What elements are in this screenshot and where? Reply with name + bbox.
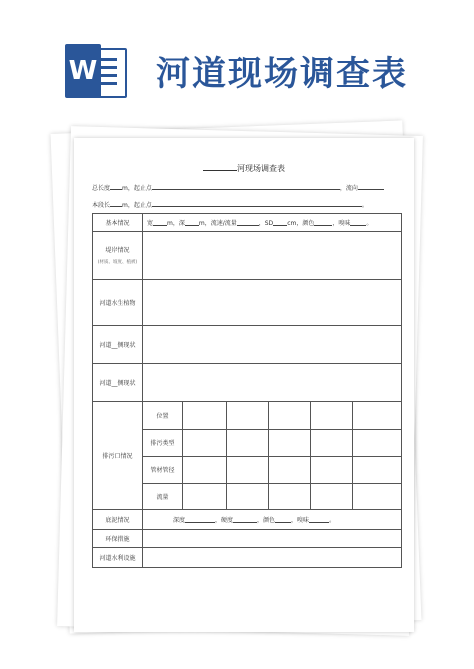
blank-field xyxy=(110,200,122,207)
start-end-label: m，起止点 xyxy=(122,202,152,209)
grid-line xyxy=(352,402,353,510)
label-basic: 基本情况 xyxy=(93,214,143,231)
label-water: 河道水利设施 xyxy=(93,548,143,567)
row-bank xyxy=(93,231,401,279)
basic-values: 宽 m，深 m，流速/流量 ，SD cm，颜色 ，嗅味 。 xyxy=(147,220,373,227)
blank-field xyxy=(152,200,362,207)
grid-line xyxy=(268,402,269,510)
grid-line xyxy=(143,483,401,484)
blank-field xyxy=(110,183,122,190)
flow-direction-label: ，流向 xyxy=(339,185,358,192)
sediment-values: 深度 ，硬度 ，颜色 ，嗅味 。 xyxy=(173,517,336,524)
banner xyxy=(0,0,474,118)
grid-line xyxy=(143,456,401,457)
document-title xyxy=(74,162,414,174)
label-outfall: 排污口情况 xyxy=(93,402,143,509)
row-sediment xyxy=(93,509,401,529)
row-basic xyxy=(93,214,401,231)
row-side1 xyxy=(93,325,401,363)
label-env: 环保措施 xyxy=(93,530,143,547)
label-side2: 河道__侧现状 xyxy=(93,364,143,401)
row-outfall xyxy=(93,401,401,509)
sub-label-location: 位置 xyxy=(143,402,183,429)
survey-table xyxy=(92,213,402,568)
row-env xyxy=(93,529,401,547)
row-plants xyxy=(93,279,401,325)
sub-label-flow: 流量 xyxy=(143,483,183,510)
label-side1: 河道__侧现状 xyxy=(93,326,143,363)
bank-label-text: 堤岸情况 xyxy=(105,247,130,254)
blank-field xyxy=(152,183,340,190)
total-length-label: 总长度 xyxy=(92,185,111,192)
title-blank xyxy=(203,162,237,171)
grid-line xyxy=(143,429,401,430)
row-water xyxy=(93,547,401,567)
label-sediment: 底泥情况 xyxy=(93,510,143,529)
document-title-text: 河现场调查表 xyxy=(237,164,285,173)
length-line xyxy=(92,183,384,192)
label-bank xyxy=(93,232,143,279)
sub-label-type: 排污类型 xyxy=(143,429,183,456)
banner-title: 河道现场调查表 xyxy=(156,54,408,94)
label-plants: 河道水生植物 xyxy=(93,280,143,325)
section-length-line: 本段长 m，起止点 。 xyxy=(92,202,368,209)
word-icon-letter: W xyxy=(65,44,101,98)
document-page xyxy=(74,138,414,632)
sub-label-pipe: 管材管径 xyxy=(143,456,183,483)
grid-line xyxy=(226,402,227,510)
section-length-label: 本段长 xyxy=(92,202,111,209)
grid-line xyxy=(310,402,311,510)
blank-field xyxy=(358,183,384,190)
row-side2 xyxy=(93,363,401,401)
word-icon xyxy=(63,44,125,98)
start-end-label: m，起止点 xyxy=(122,185,152,192)
bank-note: (材质、坡度、植被) xyxy=(97,260,138,265)
